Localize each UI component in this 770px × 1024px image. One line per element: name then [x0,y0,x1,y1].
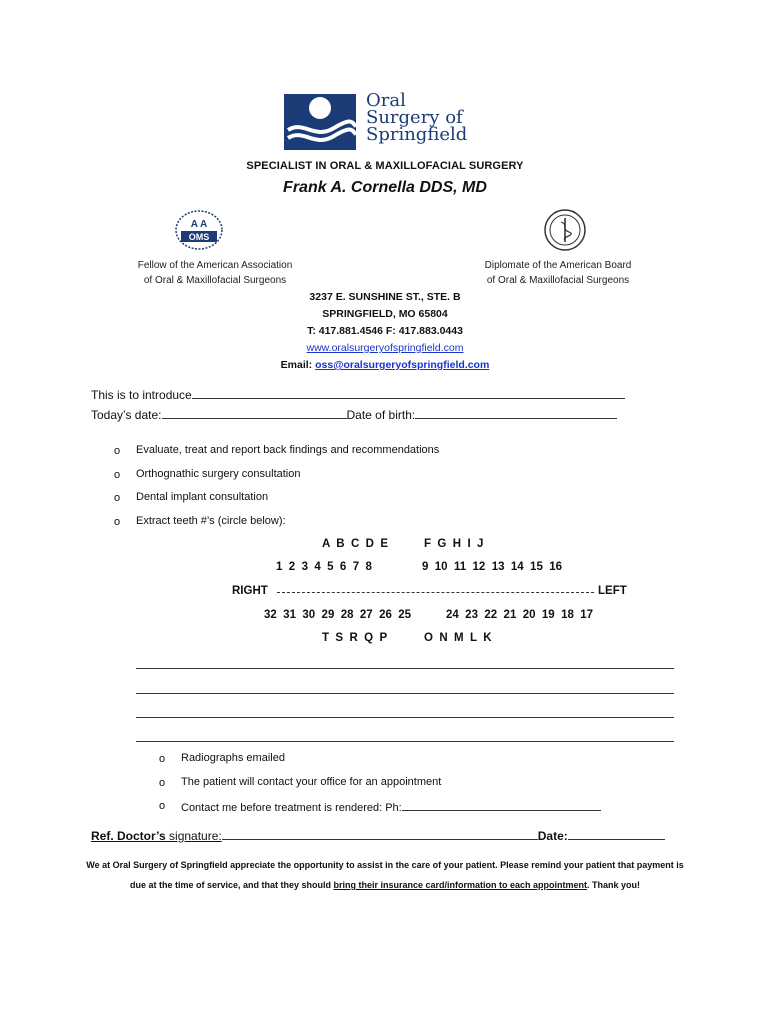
notes-line[interactable] [136,693,674,694]
upper-numbers-right-side[interactable]: 1 2 3 4 5 6 7 8 [276,561,372,573]
notes-line[interactable] [136,741,674,742]
option-bullet[interactable]: o [114,445,121,457]
lower-letters-right-side[interactable]: T S R Q P [322,632,388,644]
option-evaluate: Evaluate, treat and report back findings and recommendations [136,444,440,456]
option-bullet[interactable]: o [114,492,121,504]
notes-line[interactable] [136,717,674,718]
caduceus-seal-icon [543,208,587,252]
logo-text [366,92,467,143]
option-orthognathic: Orthognathic surgery consultation [136,468,301,480]
logo-line-2: Surgery of [366,107,463,128]
affiliation-right [458,258,658,288]
logo-mark-icon [284,94,356,150]
city-state-zip: SPRINGFIELD, MO 65804 [322,308,448,320]
street-address: 3237 E. SUNSHINE ST., STE. B [309,291,461,303]
phone-field[interactable] [402,799,601,811]
website-link[interactable]: www.oralsurgeryofspringfield.com [306,342,464,354]
footer-text: due at the time of service, and that they should [129,880,334,890]
option-extract: Extract teeth #’s (circle below): [136,515,286,527]
email-link[interactable]: oss@oralsurgeryofspringfield.com [315,359,490,371]
upper-letters-right-side[interactable]: A B C D E [322,538,389,550]
date-row [91,407,617,422]
footer-thanks: . Thank you! [587,880,641,890]
sub-option-bullet[interactable]: o [159,777,166,789]
midline-divider [277,592,594,593]
introduce-field[interactable] [192,387,625,399]
signature-field[interactable] [222,828,538,840]
left-label: LEFT [598,585,627,597]
aaoms-badge [175,210,223,255]
footer-insurance-reminder: bring their insurance card/information to each appointment [333,880,588,890]
date-of-birth-label: Date of birth: [346,408,416,422]
sub-option-radiographs: Radiographs emailed [181,752,285,764]
affiliation-left [110,258,320,288]
sub-option-bullet[interactable]: o [159,753,166,765]
right-label: RIGHT [232,585,268,597]
introduce-label: This is to introduce [91,388,192,402]
date-of-birth-field[interactable] [415,407,617,419]
svg-text:A A: A A [190,219,208,230]
affiliation-left-line-2: of Oral & Maxillofacial Surgeons [143,275,287,286]
footer-line-1: We at Oral Surgery of Springfield appreciate the opportunity to assist in the care of your patient. Please remind your patient that payment is [86,860,684,870]
logo-line-3: Springfield [366,124,468,145]
specialty-heading: SPECIALIST IN ORAL & MAXILLOFACIAL SURGERY [246,160,524,172]
sub-option-patient-contact: The patient will contact your office for an appointment [181,776,442,788]
signature-label-ref: Ref. Doctor’s [91,829,166,843]
svg-text:OMS: OMS [188,232,210,242]
notes-line[interactable] [136,668,674,669]
upper-numbers-left-side[interactable]: 9 10 11 12 13 14 15 16 [422,561,563,573]
lower-numbers-right-side[interactable]: 32 31 30 29 28 27 26 25 [264,609,412,621]
phone-fax: T: 417.881.4546 F: 417.883.0443 [307,325,463,337]
signature-row [91,828,665,843]
option-bullet[interactable]: o [114,469,121,481]
sub-option-contact-me [181,799,601,814]
upper-letters-left-side[interactable]: F G H I J [424,538,484,550]
affiliation-right-line-1: Diplomate of the American Board [484,260,632,271]
todays-date-field[interactable] [162,407,347,419]
doctor-name: Frank A. Cornella DDS, MD [283,179,487,196]
affiliation-right-line-2: of Oral & Maxillofacial Surgeons [486,275,630,286]
email-label: Email: [280,359,316,371]
lower-letters-left-side[interactable]: O N M L K [424,632,492,644]
lower-numbers-left-side[interactable]: 24 23 22 21 20 19 18 17 [446,609,594,621]
todays-date-label: Today’s date: [91,408,162,422]
signature-date-label: Date: [537,829,568,843]
affiliation-left-line-1: Fellow of the American Association [137,260,293,271]
contact-me-label: Contact me before treatment is rendered: Ph: [181,802,402,814]
logo-line-1: Oral [366,90,406,111]
aaoms-logo-icon [175,210,223,250]
footer-line-2 [0,880,770,890]
practice-logo [284,92,486,150]
sub-option-bullet[interactable]: o [159,800,166,812]
introduce-row [91,387,625,402]
signature-date-field[interactable] [568,828,665,840]
board-seal [543,208,587,257]
option-bullet[interactable]: o [114,516,121,528]
address-block [0,289,770,374]
option-implant: Dental implant consultation [136,491,269,503]
signature-label: signature: [165,829,222,843]
